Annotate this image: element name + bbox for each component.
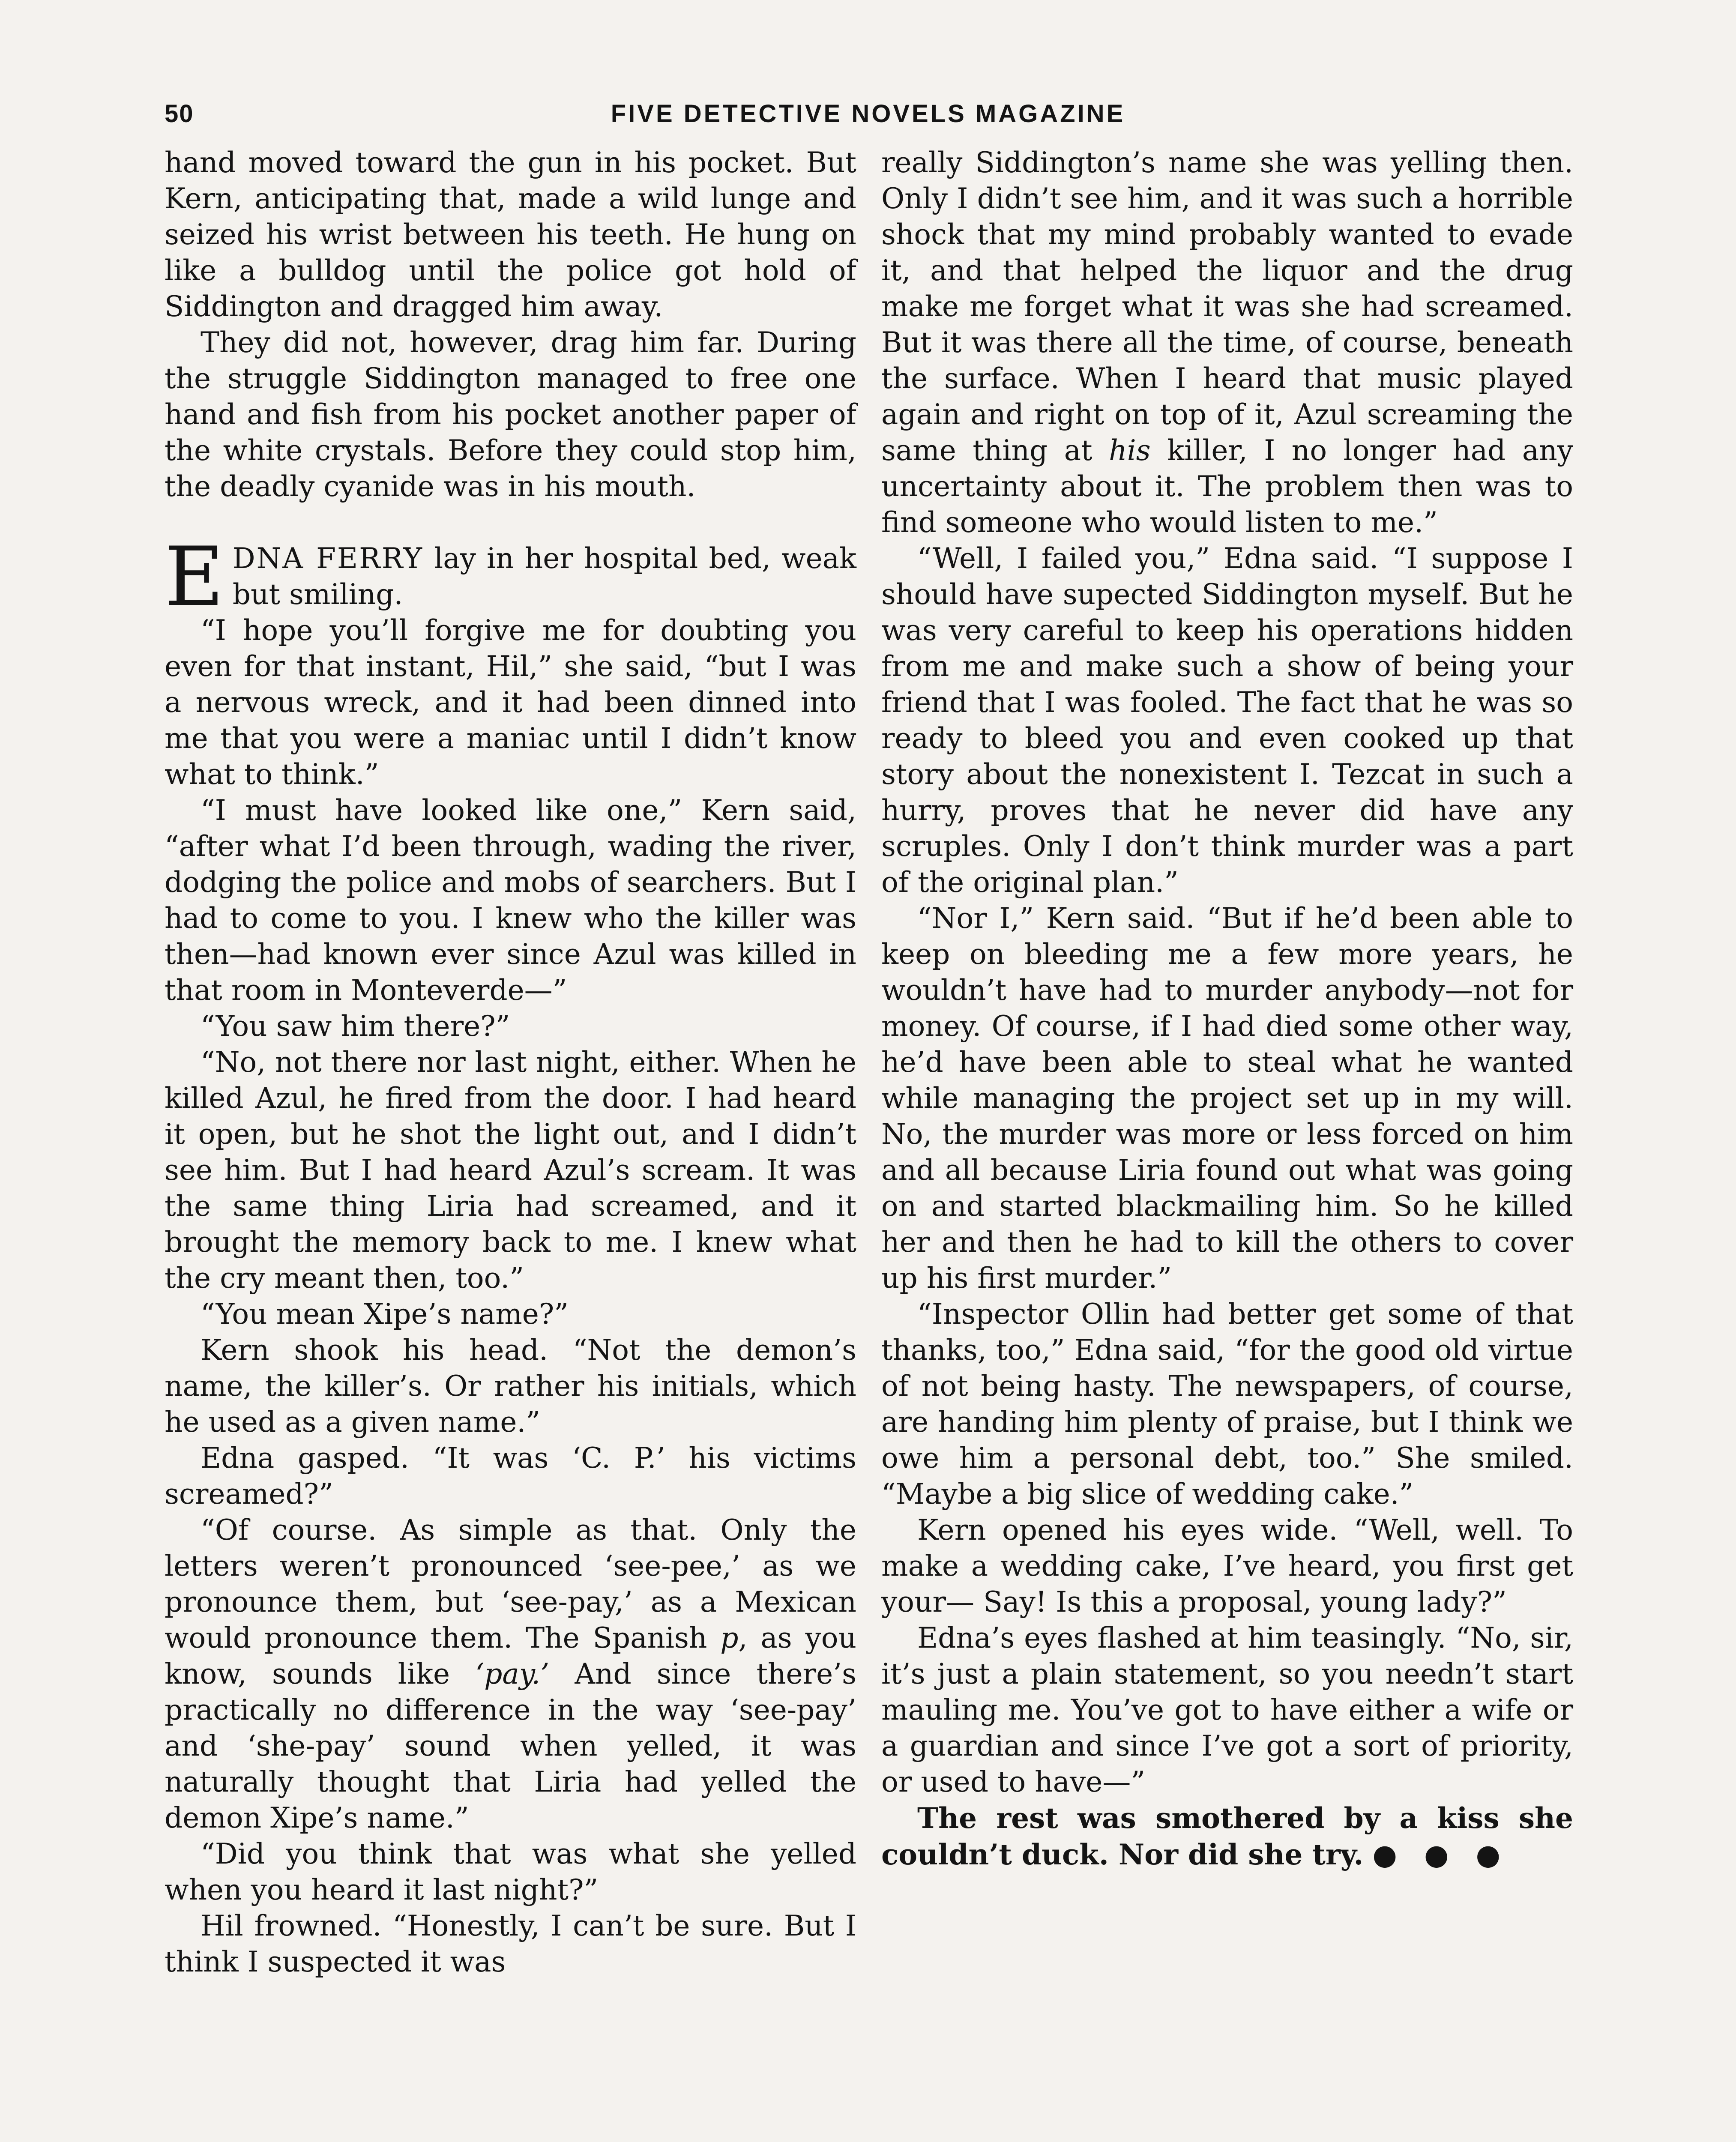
text-run: really Siddington’s name she was yelling then. Only I didn’t see him, and it was such a horrible shock that my mind probably wanted to evade it, and that helped the liquor and the drug make me forget what it was she had screamed. But it was there all the time, of course, beneath the surface. When I heard that music played again and right on top of it, Azul screaming the same thing at (881, 146, 1573, 467)
paragraph: “Did you think that was what she yelled when you heard it last night?” (165, 1837, 856, 1906)
paragraph: Kern shook his head. “Not the demon’s name, the killer’s. Or rather his initials, which he used as a given name.” (165, 1334, 856, 1439)
paragraph: Hil frowned. “Honestly, I can’t be sure. But I think I suspected it was (165, 1909, 856, 1978)
end-marks: ● ● ● (1372, 1838, 1509, 1871)
paragraph-spanish-p (165, 1512, 856, 1836)
text-run: “Of course. As simple as that. Only the letters weren’t pronounced ‘see-pee,’ as we pronounce them, but ‘see-pay,’ as a Mexican would pronounce them. The Spanish (165, 1514, 856, 1654)
paragraph: Kern opened his eyes wide. “Well, well. To make a wedding cake, I’ve heard, you first get your— Say! Is this a proposal, young lady?” (881, 1514, 1573, 1618)
section-lead-smallcaps: DNA FERRY (232, 542, 424, 575)
italic-text: his (1109, 434, 1151, 467)
paragraph: “I must have looked like one,” Kern said, “after what I’d been through, wading the river, dodging the police and mobs of searchers. But I had to come to you. I knew who the killer was then—had known ever since Azul was killed in that room in Monteverde—” (165, 794, 856, 1007)
paragraph-continued (881, 145, 1573, 541)
final-paragraph (881, 1800, 1573, 1873)
page-header (165, 99, 1571, 134)
left-column (165, 145, 856, 1980)
paragraph: “No, not there nor last night, either. When he killed Azul, he fired from the door. I had heard it open, but he shot the light out, and I didn’t see him. But I had heard Azul’s scream. It was the same thing Liria had screamed, and it brought the memory back to me. I knew what the cry meant then, too.” (165, 1046, 856, 1295)
text-run: , as you know, sounds like (165, 1621, 856, 1690)
text-run: killer, I no longer had any uncertainty about it. The problem then was to find someone who would listen to me.” (881, 434, 1573, 539)
paragraph: “You saw him there?” (201, 1010, 510, 1043)
section-lead-text: lay in her hospital bed, weak but smiling. (232, 542, 856, 611)
paragraph: “Well, I failed you,” Edna said. “I suppose I should have supected Siddington myself. But he was very careful to keep his operations hidden from me and make such a show of being your friend that I was fooled. The fact that he was so ready to bleed you and even cooked up that story about the nonexistent I. Tezcat in such a hurry, proves that he never did have any scruples. Only I don’t think murder was a part of the original plan.” (881, 542, 1573, 899)
paragraph: Edna’s eyes flashed at him teasingly. “No, sir, it’s just a plain statement, so you needn’t start mauling me. You’ve got to have either a wife or a guardian and since I’ve got a sort of priority, or used to have—” (881, 1621, 1573, 1798)
paragraph: Edna gasped. “It was ‘C. P.’ his victims screamed?” (165, 1442, 856, 1511)
italic-text: ‘pay.’ (475, 1657, 550, 1690)
paragraph: “You mean Xipe’s name?” (201, 1298, 569, 1331)
final-text: The rest was smothered by a kiss she couldn’t duck. Nor did she try. (881, 1801, 1573, 1871)
text-run: And since there’s practically no difference in the way ‘see-pay’ and ‘she-pay’ sound when yelled, it was naturally thought that Liria had yelled the demon Xipe’s name.” (165, 1657, 856, 1834)
right-column (881, 145, 1573, 1873)
drop-cap: E (165, 530, 224, 624)
paragraph: “Nor I,” Kern said. “But if he’d been able to keep on bleeding me a few more years, he wouldn’t have had to murder anybody—not for money. Of course, if I had died some other way, he’d have been able to steal what he wanted while managing the project set up in my will. No, the murder was more or less forced on him and all because Liria found out what was going on and started blackmailing him. So he killed her and then he had to kill the others to cover up his first murder.” (881, 902, 1573, 1295)
italic-text: p (720, 1621, 739, 1654)
paragraph: They did not, however, drag him far. During the struggle Siddington managed to free one hand and fish from his pocket another paper of the white crystals. Before they could stop him, the deadly cyanide was in his mouth. (165, 326, 856, 503)
section-opening-paragraph (165, 530, 856, 624)
running-title: FIVE DETECTIVE NOVELS MAGAZINE (611, 100, 1125, 128)
paragraph: “Inspector Ollin had better get some of that thanks, too,” Edna said, “for the good old virtue of not being hasty. The newspapers, of course, are handing him plenty of praise, but I think we owe him a personal debt, too.” She smiled. “Maybe a big slice of wedding cake.” (881, 1298, 1573, 1511)
paragraph: “I hope you’ll forgive me for doubting you even for that instant, Hil,” she said, “but I was a nervous wreck, and it had been dinned into me that you were a maniac until I didn’t know what to think.” (165, 614, 856, 791)
page-number: 50 (165, 100, 194, 128)
paragraph: hand moved toward the gun in his pocket. But Kern, anticipating that, made a wild lunge and seized his wrist between his teeth. He hung on like a bulldog until the police got hold of Siddington and dragged him away. (165, 146, 856, 323)
